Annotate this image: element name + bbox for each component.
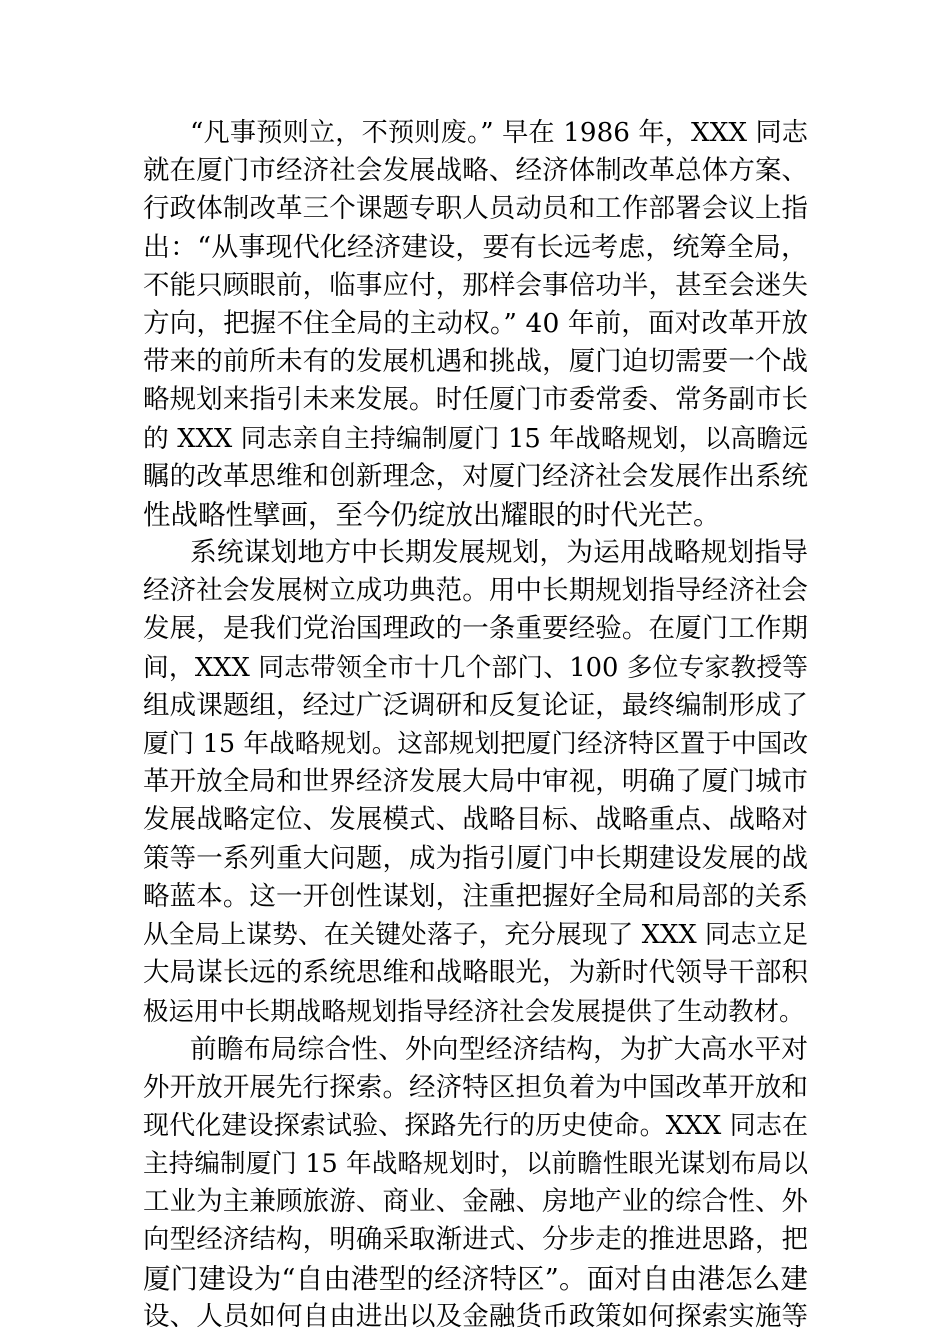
text-line: 现代化建设探索试验、探路先行的历史使命。XXX 同志在 (143, 1110, 808, 1141)
text-line: 前瞻布局综合性、外向型经济结构，为扩大高水平对 (190, 1033, 808, 1065)
text-line: 发展战略定位、发展模式、战略目标、战略重点、战略对 (143, 804, 808, 836)
paragraph (143, 114, 808, 534)
text-line: 带来的前所未有的发展机遇和挑战，厦门迫切需要一个战 (143, 346, 808, 378)
text-line: 革开放全局和世界经济发展大局中审视，明确了厦门城市 (143, 766, 808, 798)
text-line: 厦门建设为“自由港型的经济特区”。面对自由港怎么建 (143, 1262, 808, 1295)
text-line: 出：“从事现代化经济建设，要有长远考虑，统筹全局， (143, 231, 808, 263)
text-line: 方向，把握不住全局的主动权。” 40 年前，面对改革开放 (143, 307, 808, 339)
text-line: 厦门 15 年战略规划。这部规划把厦门经济特区置于中国改 (143, 729, 808, 759)
text-line: 行政体制改革三个课题专职人员动员和工作部署会议上指 (143, 193, 808, 225)
text-line: 组成课题组，经过广泛调研和反复论证，最终编制形成了 (143, 689, 808, 721)
text-line: 略蓝本。这一开创性谋划，注重把握好全局和局部的关系 (143, 880, 808, 912)
text-line: 瞩的改革思维和创新理念，对厦门经济社会发展作出系统 (143, 460, 808, 492)
text-line: 外开放开展先行探索。经济特区担负着为中国改革开放和 (143, 1071, 808, 1103)
text-line: 大局谋长远的系统思维和战略眼光，为新时代领导干部积 (143, 957, 808, 989)
text-line: 设、人员如何自由进出以及金融货币政策如何探索实施等 (143, 1300, 808, 1332)
text-line: 主持编制厦门 15 年战略规划时，以前瞻性眼光谋划布局以 (143, 1149, 808, 1180)
text-line: 向型经济结构，明确采取渐进式、分步走的推进思路，把 (143, 1224, 808, 1256)
text-line: 性战略性擘画，至今仍绽放出耀眼的时代光芒。 (143, 498, 721, 531)
document-body (143, 114, 808, 1336)
text-line: 就在厦门市经济社会发展战略、经济体制改革总体方案、 (143, 155, 808, 187)
text-line: 工业为主兼顾旅游、商业、金融、房地产业的综合性、外 (143, 1186, 808, 1218)
text-line: 间，XXX 同志带领全市十几个部门、100 多位专家教授等 (143, 652, 808, 683)
paragraph (143, 1031, 808, 1337)
text-line: 从全局上谋势、在关键处落子，充分展现了 XXX 同志立足 (143, 919, 808, 950)
text-line: 系统谋划地方中长期发展规划，为运用战略规划指导 (190, 537, 808, 569)
text-line: “凡事预则立，不预则废。” 早在 1986 年，XXX 同志 (190, 118, 808, 148)
text-line: 经济社会发展树立成功典范。用中长期规划指导经济社会 (143, 575, 808, 607)
text-line: 的 XXX 同志亲自主持编制厦门 15 年战略规划，以高瞻远 (143, 423, 808, 454)
text-line: 不能只顾眼前，临事应付，那样会事倍功半，甚至会迷失 (143, 269, 808, 301)
text-line: 略规划来指引未来发展。时任厦门市委常委、常务副市长 (143, 384, 808, 416)
text-line: 发展，是我们党治国理政的一条重要经验。在厦门工作期 (143, 613, 808, 645)
paragraph (143, 534, 808, 1030)
text-line: 策等一系列重大问题，成为指引厦门中长期建设发展的战 (143, 842, 808, 874)
text-line: 极运用中长期战略规划指导经济社会发展提供了生动教材。 (143, 996, 805, 1027)
